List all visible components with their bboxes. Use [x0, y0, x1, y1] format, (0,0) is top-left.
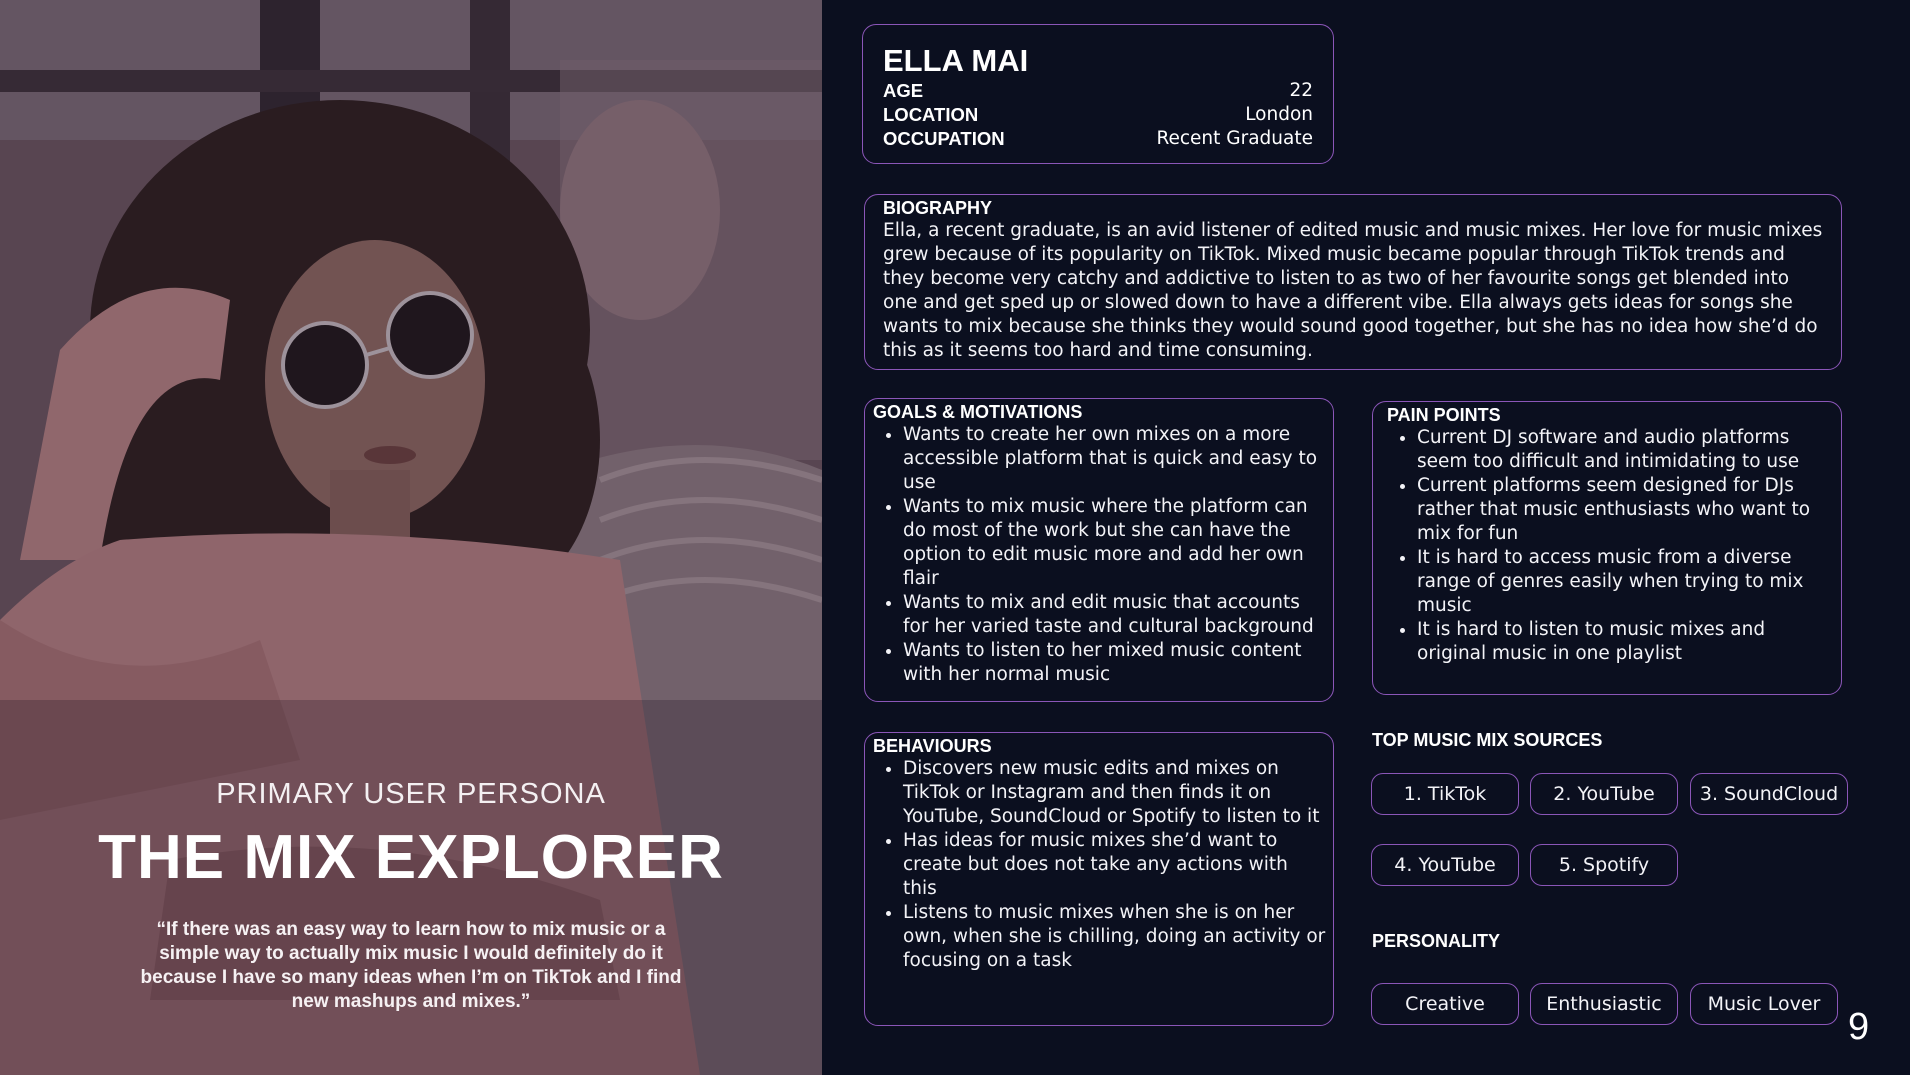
pain-points-title: PAIN POINTS: [1387, 405, 1501, 425]
source-pill-5: 5. Spotify: [1530, 844, 1678, 886]
profile-age-value: 22: [1289, 80, 1313, 101]
goals-list: [873, 423, 1329, 687]
biography-card: [864, 194, 1842, 370]
pain-points-list: [1387, 426, 1835, 666]
profile-location-value: London: [1245, 104, 1313, 125]
behaviours-title: BEHAVIOURS: [873, 736, 992, 756]
profile-card: [862, 24, 1334, 164]
behaviours-list: [873, 757, 1327, 973]
personality-title: PERSONALITY: [1372, 931, 1501, 951]
persona-photo-panel: [0, 0, 822, 1075]
list-item: • Wants to mix music where the platform can do most of the work but she can have the option to edit music more and add her own flair: [903, 495, 1329, 591]
persona-label: PRIMARY USER PERSONA: [216, 778, 606, 810]
source-pill-4: 4. YouTube: [1371, 844, 1519, 886]
list-item: • It is hard to listen to music mixes and original music in one playlist: [1417, 618, 1835, 666]
list-item: • Wants to mix and edit music that accounts for her varied taste and cultural background: [903, 591, 1329, 639]
profile-occupation-key: OCCUPATION: [883, 128, 1005, 149]
personality-pill-creative: Creative: [1371, 983, 1519, 1025]
list-item: • Current platforms seem designed for DJs rather that music enthusiasts who want to mix for fun: [1417, 474, 1835, 546]
profile-age-row: [883, 79, 1313, 103]
list-item: • Current DJ software and audio platforms seem too difficult and intimidating to use: [1417, 426, 1835, 474]
sources-title: TOP MUSIC MIX SOURCES: [1372, 730, 1603, 750]
persona-quote: “If there was an easy way to learn how to mix music or a simple way to actually mix music I would definitely do it because I have so many ideas when I’m on TikTok and I find new mashups and mixes.”: [140, 919, 682, 1012]
list-item: • Wants to create her own mixes on a more accessible platform that is quick and easy to use: [903, 423, 1329, 495]
pain-points-card: [1372, 401, 1842, 695]
goals-title: GOALS & MOTIVATIONS: [873, 402, 1083, 422]
page-number: 9: [1848, 1006, 1870, 1048]
list-item: • Discovers new music edits and mixes on TikTok or Instagram and then finds it on YouTube, SoundCloud or Spotify to listen to it: [903, 757, 1327, 829]
goals-card: [864, 398, 1334, 702]
list-item: • Listens to music mixes when she is on her own, when she is chilling, doing an activity or focusing on a task: [903, 901, 1327, 973]
profile-age-key: AGE: [883, 80, 924, 101]
profile-occupation-row: [883, 127, 1313, 151]
list-item: • Has ideas for music mixes she’d want to create but does not take any actions with this: [903, 829, 1327, 901]
biography-text: Ella, a recent graduate, is an avid listener of edited music and music mixes. Her love for music mixes grew because of its popularity on TikTok. Mixed music became popular through TikTok trends and they become very catchy and addictive to listen to as two of her favourite songs get blended into one and get sped up or slowed down to have a different vibe. Ella always gets ideas for songs she wants to mix because she thinks they would sound good together, but she has no idea how she’d do this as it seems too hard and time consuming.: [883, 220, 1823, 361]
biography-title: BIOGRAPHY: [883, 198, 993, 218]
source-pill-2: 2. YouTube: [1530, 773, 1678, 815]
persona-title: THE MIX EXPLORER: [98, 823, 724, 892]
profile-occupation-value: Recent Graduate: [1156, 128, 1313, 149]
personality-pill-enthusiastic: Enthusiastic: [1530, 983, 1678, 1025]
list-item: • Wants to listen to her mixed music content with her normal music: [903, 639, 1329, 687]
profile-location-key: LOCATION: [883, 104, 979, 125]
source-pill-1: 1. TikTok: [1371, 773, 1519, 815]
personality-pill-music-lover: Music Lover: [1690, 983, 1838, 1025]
profile-location-row: [883, 103, 1313, 127]
behaviours-card: [864, 732, 1334, 1026]
list-item: • It is hard to access music from a diverse range of genres easily when trying to mix music: [1417, 546, 1835, 618]
profile-name: ELLA MAI: [883, 43, 1029, 78]
persona-photo: [0, 0, 822, 1075]
source-pill-3: 3. SoundCloud: [1690, 773, 1848, 815]
